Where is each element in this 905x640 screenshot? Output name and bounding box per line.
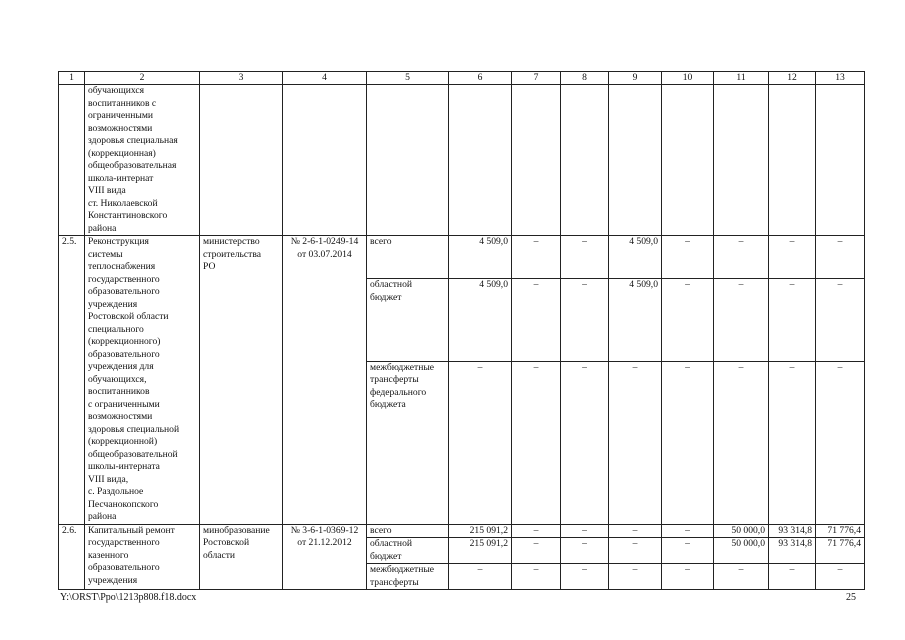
value-cell: – bbox=[714, 279, 769, 362]
value-cell: – bbox=[769, 361, 816, 524]
value-cell: – bbox=[512, 524, 561, 538]
organization-cell bbox=[200, 524, 283, 590]
value-cell: – bbox=[816, 564, 865, 590]
column-header: 12 bbox=[769, 72, 816, 85]
organization-cell-text: министерство строительства РО bbox=[203, 236, 262, 272]
funding-source-cell-text: межбюджетные трансферты bbox=[370, 564, 435, 588]
value-cell: – bbox=[609, 538, 662, 564]
column-header: 8 bbox=[561, 72, 609, 85]
empty-cell bbox=[714, 85, 769, 236]
value-cell: 4 509,0 bbox=[609, 279, 662, 362]
funding-source-cell bbox=[367, 538, 449, 564]
value-cell: – bbox=[561, 236, 609, 279]
funding-source-cell-text: областной бюджет bbox=[370, 279, 413, 303]
value-cell: – bbox=[449, 564, 512, 590]
table-row-continuation bbox=[59, 85, 865, 236]
funding-source-cell bbox=[367, 361, 449, 524]
column-header: 2 bbox=[85, 72, 200, 85]
value-cell: – bbox=[714, 564, 769, 590]
funding-source-cell bbox=[367, 564, 449, 590]
table-row bbox=[59, 236, 865, 279]
value-cell: 4 509,0 bbox=[449, 236, 512, 279]
budget-table bbox=[58, 71, 865, 590]
value-cell: 93 314,8 bbox=[769, 538, 816, 564]
document-cell-text: № 2-6-1-0249-14 от 03.07.2014 bbox=[290, 236, 359, 260]
value-cell: – bbox=[512, 279, 561, 362]
empty-cell bbox=[561, 85, 609, 236]
value-cell: – bbox=[662, 524, 714, 538]
value-cell: – bbox=[769, 564, 816, 590]
column-header: 11 bbox=[714, 72, 769, 85]
value-cell: – bbox=[816, 361, 865, 524]
number-cell bbox=[59, 85, 85, 236]
column-header: 5 bbox=[367, 72, 449, 85]
empty-cell bbox=[367, 85, 449, 236]
value-cell: – bbox=[512, 236, 561, 279]
document-cell-text: № 3-6-1-0369-12 от 21.12.2012 bbox=[290, 524, 359, 548]
document-cell bbox=[283, 524, 367, 590]
column-header: 6 bbox=[449, 72, 512, 85]
column-header: 7 bbox=[512, 72, 561, 85]
item-number-cell bbox=[59, 236, 85, 525]
value-cell: – bbox=[769, 236, 816, 279]
footer-page-number: 25 bbox=[846, 592, 856, 603]
column-header: 1 bbox=[59, 72, 85, 85]
value-cell: – bbox=[609, 564, 662, 590]
funding-source-cell bbox=[367, 236, 449, 279]
object-name-cell-text: Реконструкция системы теплоснабжения государственного образовательного учреждения Ростовской области специального (коррекционного) образовательного учреждения для обучающихся, воспитанников с ограниченными возможностями здоровья специальной (коррекционной) общеобразовательной школы-интерната VIII вида, с. Раздольное Песчанокопского района bbox=[88, 236, 180, 522]
value-cell: 4 509,0 bbox=[609, 236, 662, 279]
object-name-cell-text: Капитальный ремонт государственного казенного образовательного учреждения bbox=[88, 524, 175, 586]
empty-cell bbox=[200, 85, 283, 236]
value-cell: 215 091,2 bbox=[449, 538, 512, 564]
column-header: 9 bbox=[609, 72, 662, 85]
value-cell: – bbox=[609, 524, 662, 538]
empty-cell bbox=[609, 85, 662, 236]
table-body bbox=[59, 72, 865, 590]
value-cell: 50 000,0 bbox=[714, 538, 769, 564]
value-cell: – bbox=[512, 564, 561, 590]
funding-source-cell-text: всего bbox=[370, 524, 392, 536]
column-header: 10 bbox=[662, 72, 714, 85]
value-cell: – bbox=[561, 361, 609, 524]
value-cell: 215 091,2 bbox=[449, 524, 512, 538]
object-name-cell bbox=[85, 524, 200, 590]
funding-source-cell-text: всего bbox=[370, 236, 392, 247]
item-number-cell-text: 2.6. bbox=[62, 524, 77, 536]
funding-source-cell-text: межбюджетные трансферты федерального бюджета bbox=[370, 361, 435, 411]
value-cell: – bbox=[714, 236, 769, 279]
object-name-cell-text: обучающихся воспитанников с ограниченными возможностями здоровья специальная (коррекционная) общеобразовательная школа-интернат VIII вида ст. Николаевской Константиновского района bbox=[88, 85, 178, 234]
item-number-cell bbox=[59, 524, 85, 590]
value-cell: – bbox=[449, 361, 512, 524]
column-header: 4 bbox=[283, 72, 367, 85]
value-cell: – bbox=[609, 361, 662, 524]
value-cell: 71 776,4 bbox=[816, 538, 865, 564]
empty-cell bbox=[662, 85, 714, 236]
header-row bbox=[59, 72, 865, 85]
value-cell: – bbox=[512, 538, 561, 564]
empty-cell bbox=[283, 85, 367, 236]
value-cell: 71 776,4 bbox=[816, 524, 865, 538]
funding-source-cell-text: областной бюджет bbox=[370, 538, 413, 562]
value-cell: – bbox=[512, 361, 561, 524]
value-cell: – bbox=[561, 538, 609, 564]
value-cell: – bbox=[561, 524, 609, 538]
value-cell: 4 509,0 bbox=[449, 279, 512, 362]
empty-cell bbox=[512, 85, 561, 236]
document-cell bbox=[283, 236, 367, 525]
value-cell: 50 000,0 bbox=[714, 524, 769, 538]
value-cell: – bbox=[662, 538, 714, 564]
organization-cell bbox=[200, 236, 283, 525]
value-cell: – bbox=[561, 279, 609, 362]
organization-cell-text: минобразование Ростовской области bbox=[203, 524, 270, 561]
funding-source-cell bbox=[367, 279, 449, 362]
item-number-cell-text: 2.5. bbox=[62, 236, 77, 247]
funding-source-cell bbox=[367, 524, 449, 538]
value-cell: – bbox=[816, 236, 865, 279]
footer-file-path: Y:\ORST\Ppo\1213p808.f18.docx bbox=[60, 592, 197, 603]
value-cell: 93 314,8 bbox=[769, 524, 816, 538]
column-header: 13 bbox=[816, 72, 865, 85]
value-cell: – bbox=[561, 564, 609, 590]
empty-cell bbox=[769, 85, 816, 236]
object-name-cell bbox=[85, 85, 200, 236]
empty-cell bbox=[449, 85, 512, 236]
value-cell: – bbox=[769, 279, 816, 362]
table-row bbox=[59, 524, 865, 538]
value-cell: – bbox=[662, 361, 714, 524]
value-cell: – bbox=[662, 564, 714, 590]
value-cell: – bbox=[662, 236, 714, 279]
value-cell: – bbox=[816, 279, 865, 362]
value-cell: – bbox=[714, 361, 769, 524]
object-name-cell bbox=[85, 236, 200, 525]
column-header: 3 bbox=[200, 72, 283, 85]
empty-cell bbox=[816, 85, 865, 236]
value-cell: – bbox=[662, 279, 714, 362]
